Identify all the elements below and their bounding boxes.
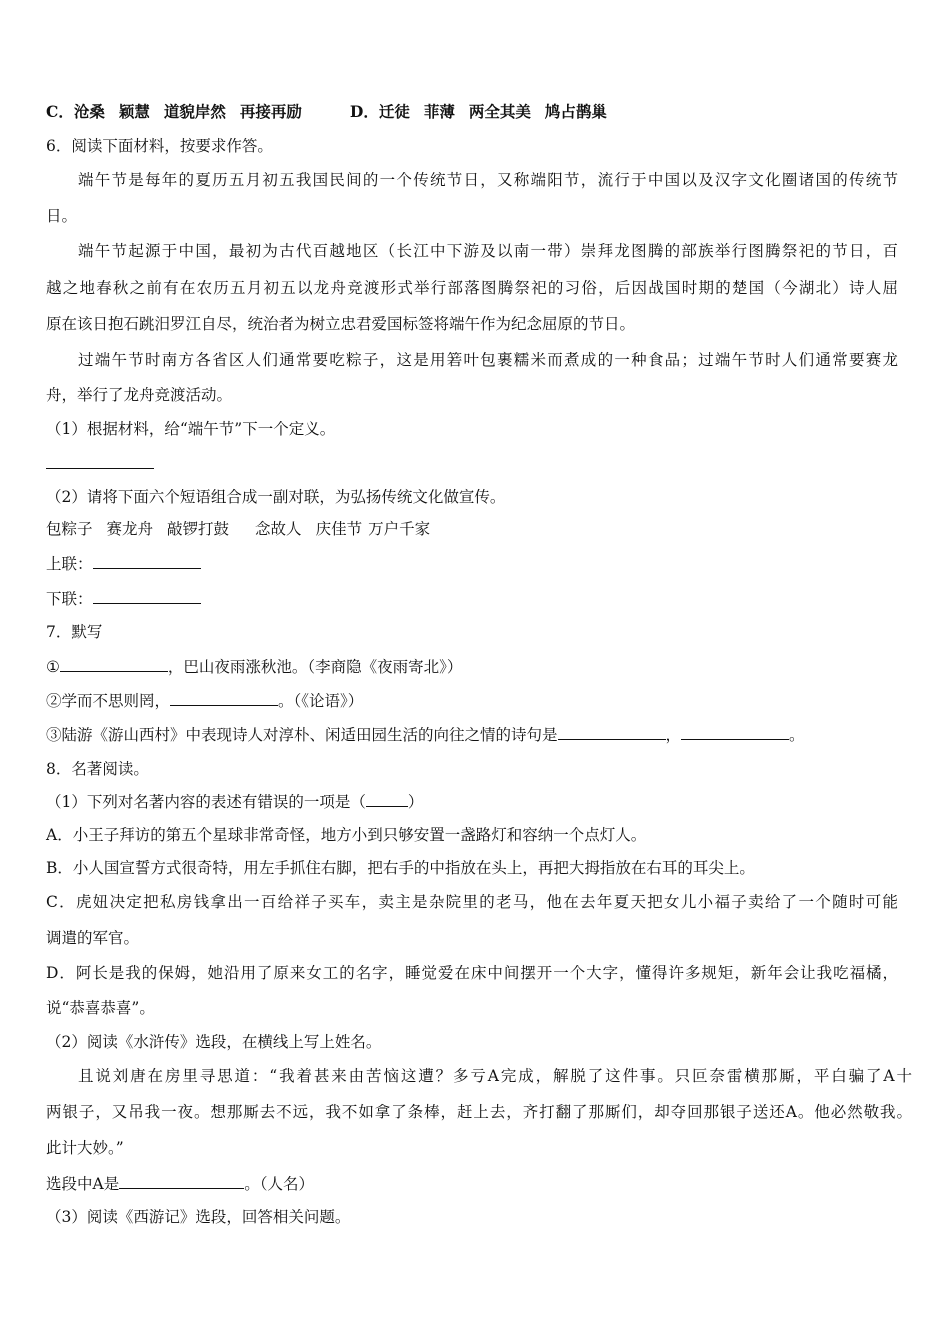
dictation-blank[interactable]: [170, 689, 278, 706]
dictation-blank[interactable]: [558, 723, 666, 740]
passage-line: 日。: [46, 207, 78, 225]
option-c-label: C．: [46, 102, 74, 121]
dictation-text: ②学而不思则罔，: [46, 692, 171, 710]
question-7-title: 7．默写: [46, 623, 103, 641]
choice-c: C．虎妞决定把私房钱拿出一百给祥子买车，卖主是杂院里的老马，他在去年夏天把女儿小福子卖给了一个随时可能: [46, 893, 898, 911]
choice-d: D．阿长是我的保姆，她沿用了原来女工的名字，睡觉爱在床中间摆开一个大字，懂得许多规矩，新年会让我吃福橘，: [46, 964, 898, 982]
option-d-label: D．: [349, 102, 379, 121]
option-c-item: 颖慧: [118, 102, 150, 121]
phrase: 万户千家: [368, 520, 431, 538]
question-6-title: 6．阅读下面材料，按要求作答。: [46, 137, 273, 155]
sub-question-2: （2）阅读《水浒传》选段，在横线上写上姓名。: [46, 1033, 382, 1051]
question-text: ）: [407, 793, 424, 811]
excerpt-line: 两银子，又吊我一夜。想那厮去不远，我不如拿了条棒，赶上去，齐打翻了那厮们，却夺回那银子送还A。他必然敬我。: [46, 1103, 912, 1121]
passage-line: 原在该日抱石跳汨罗江自尽，统治者为树立忠君爱国标签将端午作为纪念屈原的节日。: [46, 315, 636, 333]
dictation-line-3: [46, 723, 805, 746]
dictation-text: ③陆游《游山西村》中表现诗人对淳朴、闲适田园生活的向往之情的诗句是: [46, 726, 558, 744]
phrase: 包粽子: [46, 520, 93, 538]
passage-line: 过端午节时南方各省区人们通常要吃粽子，这是用箬叶包裹糯米而煮成的一种食品；过端午节时人们通常要赛龙: [78, 351, 898, 369]
choice-blank[interactable]: [366, 790, 408, 807]
option-d-item: 迁徒: [378, 102, 410, 121]
option-c-item: 再接再励: [239, 102, 302, 121]
upper-blank[interactable]: [93, 552, 201, 569]
dictation-line-2: [46, 689, 363, 712]
answer-text: 选段中A是: [46, 1175, 120, 1193]
choice-d-cont: 说“恭喜恭喜”。: [46, 999, 155, 1017]
name-blank[interactable]: [119, 1172, 244, 1189]
choice-c-cont: 调遣的军官。: [46, 929, 140, 947]
upper-couplet: [46, 552, 201, 575]
passage-line: 端午节起源于中国，最初为古代百越地区（长江中下游及以南一带）崇拜龙图腾的部族举行图腾祭祀的节日，百: [78, 242, 898, 260]
dictation-line-1: [46, 655, 462, 678]
choice-a: A．小王子拜访的第五个星球非常奇怪，地方小到只够安置一盏路灯和容纳一个点灯人。: [46, 826, 647, 844]
answer-line: [46, 1172, 314, 1195]
question-text: （1）下列对名著内容的表述有错误的一项是（: [46, 793, 366, 811]
passage-line: 端午节是每年的夏历五月初五我国民间的一个传统节日，又称端阳节，流行于中国以及汉字文化圈诸国的传统节: [78, 171, 898, 189]
options-cd-line: [46, 101, 607, 123]
phrase-list: [46, 518, 430, 540]
dictation-text: 。（《论语》）: [278, 692, 364, 710]
answer-text: 。（人名）: [244, 1175, 314, 1193]
excerpt-line: 且说刘唐在房里寻思道：“我着甚来由苦恼这遭？多亏A完成，解脱了这件事。只叵奈雷横那厮，平白骗了A十: [78, 1067, 912, 1085]
sub-question-1: （1）根据材料，给“端午节”下一个定义。: [46, 420, 336, 438]
lower-couplet: [46, 587, 201, 610]
option-c-item: 沧桑: [73, 102, 105, 121]
sub-question-2: （2）请将下面六个短语组合成一副对联，为弘扬传统文化做宣传。: [46, 488, 506, 506]
passage-line: 越之地春秋之前有在农历五月初五以龙舟竞渡形式举行部落图腾祭祀的习俗，后因战国时期的楚国（今湖北）诗人屈: [46, 279, 898, 297]
dictation-text: ，: [665, 726, 682, 744]
phrase: 敲锣打鼓: [167, 520, 230, 538]
phrase: 庆佳节: [315, 520, 363, 538]
dictation-text: 。: [789, 726, 805, 744]
item-marker: ①: [46, 658, 60, 676]
phrase: 赛龙舟: [106, 520, 154, 538]
answer-line[interactable]: [46, 452, 154, 475]
dictation-blank[interactable]: [681, 723, 789, 740]
option-d-item: 鸠占鹊巢: [544, 102, 607, 121]
excerpt-line: 此计大妙。”: [46, 1139, 124, 1157]
option-c-item: 道貌岸然: [163, 102, 226, 121]
passage-line: 舟，举行了龙舟竞渡活动。: [46, 386, 233, 404]
dictation-blank[interactable]: [60, 655, 168, 672]
choice-b: B．小人国宣誓方式很奇特，用左手抓住右脚，把右手的中指放在头上，再把大拇指放在右耳的耳尖上。: [46, 859, 755, 877]
lower-blank[interactable]: [93, 587, 201, 604]
dictation-text: ，巴山夜雨涨秋池。（李商隐《夜雨寄北》）: [167, 658, 463, 676]
question-8-title: 8．名著阅读。: [46, 760, 149, 778]
option-d-item: 菲薄: [423, 102, 455, 121]
phrase: 念故人: [255, 520, 302, 538]
sub-question-1: [46, 790, 423, 813]
sub-question-3: （3）阅读《西游记》选段，回答相关问题。: [46, 1208, 351, 1226]
lower-label: 下联：: [46, 590, 93, 608]
option-d-item: 两全其美: [468, 102, 531, 121]
upper-label: 上联：: [46, 555, 93, 573]
